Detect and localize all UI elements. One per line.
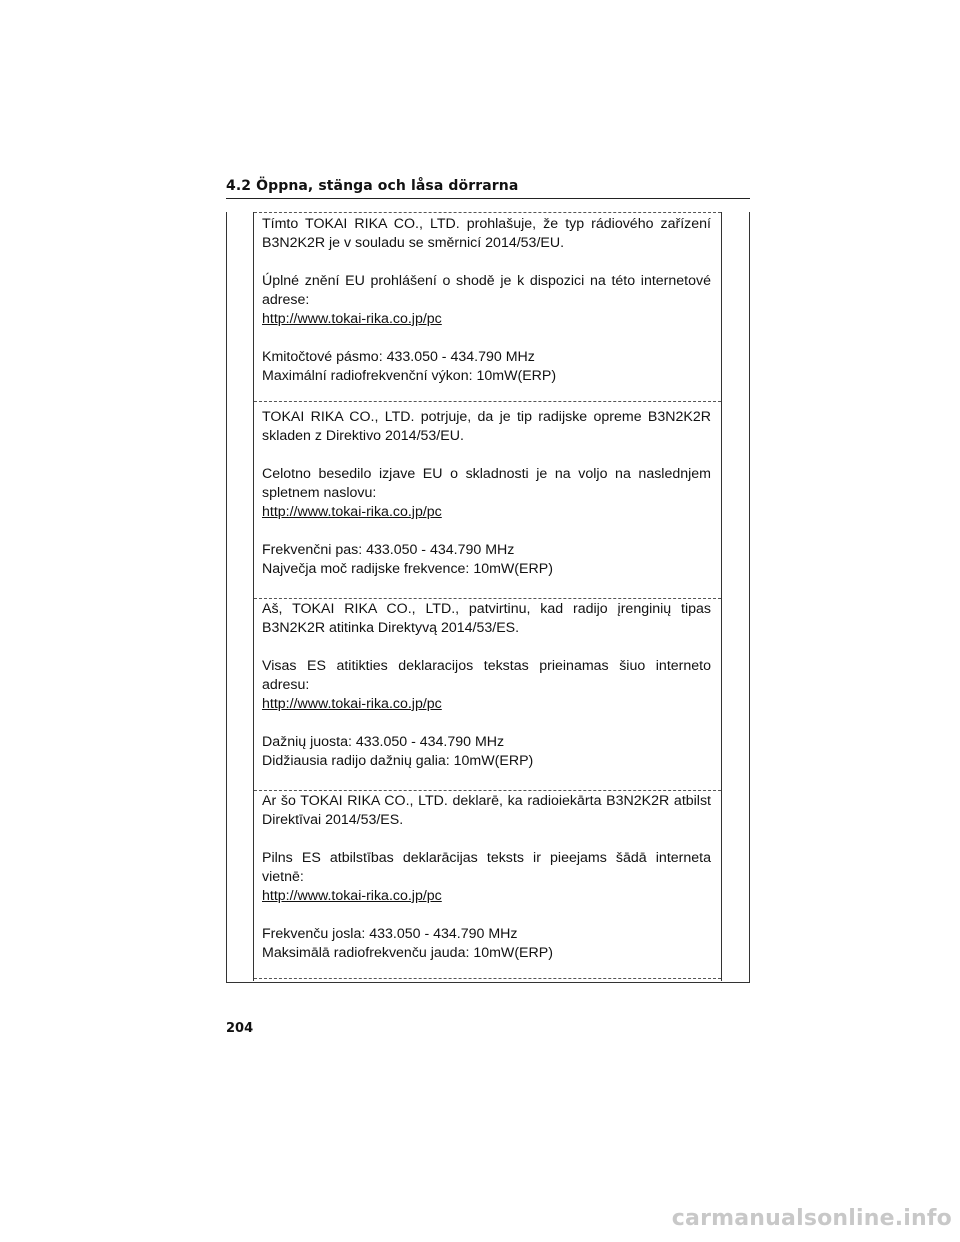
full-text-notice [262,657,711,714]
frequency-band: Frekvenčni pas: 433.050 - 434.790 MHz [262,542,515,558]
declaration-block-lt [254,600,721,791]
full-text-notice-text: Pilns ES atbilstības deklarācijas teksts ir pieejams šādā interneta vietnē: [262,850,711,885]
declaration-block-sl [254,408,721,599]
full-text-notice [262,849,711,906]
section-header [226,176,750,199]
technical-specs [262,733,711,771]
technical-specs [262,925,711,963]
full-text-notice-text: Visas ES atitikties deklaracijos tekstas prieinamas šiuo interneto adresu: [262,658,711,693]
declaration-url-link[interactable]: http://www.tokai-rika.co.jp/pc [262,888,442,904]
declaration-text: Aš, TOKAI RIKA CO., LTD., patvirtinu, kad radijo įrenginių tipas B3N2K2R atitinka Direktyvą 2014/53/ES. [262,601,711,636]
watermark: carmanualsonline.info [671,1206,952,1231]
declaration-url-link[interactable]: http://www.tokai-rika.co.jp/pc [262,696,442,712]
section-title: 4.2 Öppna, stänga och låsa dörrarna [226,178,519,194]
declaration-table [253,212,722,981]
max-power: Maximální radiofrekvenční výkon: 10mW(ERP) [262,368,557,384]
technical-specs [262,348,711,386]
declaration-text: Tímto TOKAI RIKA CO., LTD. prohlašuje, že typ rádiového zařízení B3N2K2R je v souladu se směrnicí 2014/53/EU. [262,216,711,251]
frequency-band: Dažnių juosta: 433.050 - 434.790 MHz [262,734,505,750]
max-power: Maksimālā radiofrekvenču jauda: 10mW(ERP) [262,945,553,961]
technical-specs [262,541,711,579]
declaration-url-link[interactable]: http://www.tokai-rika.co.jp/pc [262,504,442,520]
full-text-notice-text: Celotno besedilo izjave EU o skladnosti je na voljo na naslednjem spletnem naslovu: [262,466,711,501]
full-text-notice [262,272,711,329]
full-text-notice [262,465,711,522]
declaration-block-lv [254,792,721,979]
frequency-band: Kmitočtové pásmo: 433.050 - 434.790 MHz [262,349,535,365]
declaration-url-link[interactable]: http://www.tokai-rika.co.jp/pc [262,311,442,327]
full-text-notice-text: Úplné znění EU prohlášení o shodě je k dispozici na této internetové adrese: [262,273,711,308]
declaration-text: Ar šo TOKAI RIKA CO., LTD. deklarē, ka radioiekārta B3N2K2R atbilst Direktīvai 2014/53/ES. [262,793,711,828]
declaration-block-cs [254,215,721,402]
page-number: 204 [226,1021,254,1036]
max-power: Didžiausia radijo dažnių galia: 10mW(ERP) [262,753,534,769]
table-top-divider [254,212,721,213]
max-power: Največja moč radijske frekvence: 10mW(ERP) [262,561,553,577]
declaration-text: TOKAI RIKA CO., LTD. potrjuje, da je tip radijske opreme B3N2K2R skladen z Direktivo 2014/53/EU. [262,409,711,444]
frequency-band: Frekvenču josla: 433.050 - 434.790 MHz [262,926,518,942]
